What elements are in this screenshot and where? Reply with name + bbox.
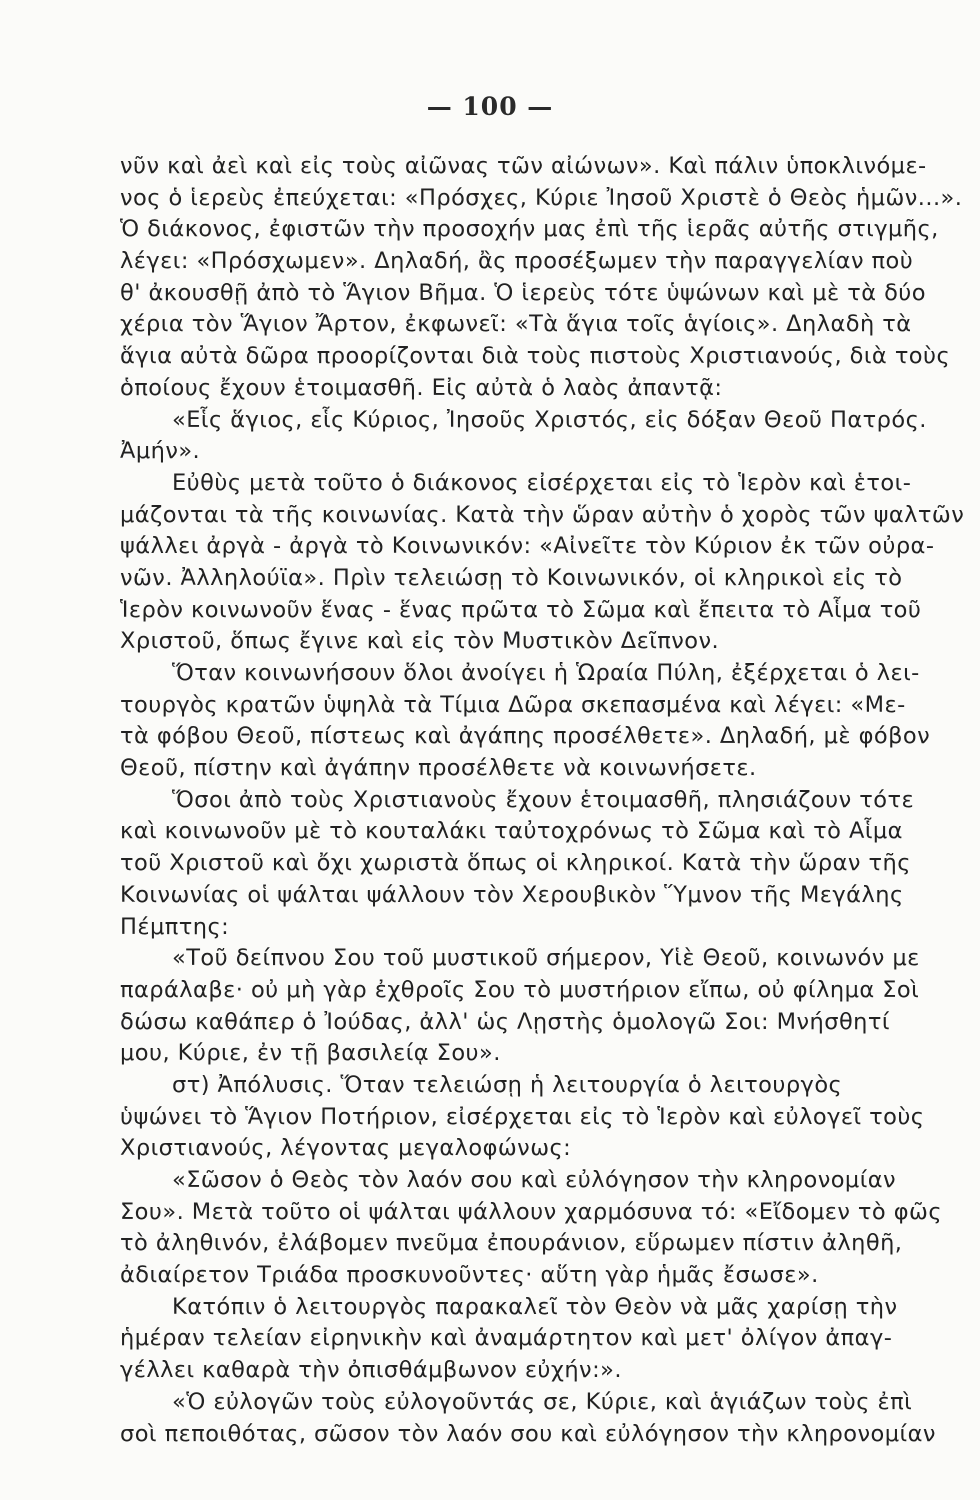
text-line: Ὁ διάκονος, ἐφιστῶν τὴν προσοχήν μας ἐπὶ τῆς ἱερᾶς αὐτῆς στιγμῆς,: [120, 216, 939, 243]
text-line: τουργὸς κρατῶν ὑψηλὰ τὰ Τίμια Δῶρα σκεπασμένα καὶ λέγει: «Με-: [120, 691, 906, 718]
text-line: Πέμπτης:: [120, 913, 230, 940]
text-line: ὑψώνει τὸ Ἅγιον Ποτήριον, εἰσέρχεται εἰς τὸ Ἱερὸν καὶ εὐλογεῖ τοὺς: [120, 1103, 925, 1130]
text-line: Εὐθὺς μετὰ τοῦτο ὁ διάκονος εἰσέρχεται εἰς τὸ Ἱερὸν καὶ ἑτοι-: [172, 469, 912, 496]
text-line: νῦν καὶ ἀεὶ καὶ εἰς τοὺς αἰῶνας τῶν αἰώνων». Καὶ πάλιν ὑποκλινόμε-: [120, 153, 927, 179]
text-line: νῶν. Ἀλληλούϊα». Πρὶν τελειώσῃ τὸ Κοινωνικόν, οἱ κληρικοὶ εἰς τὸ: [120, 564, 903, 591]
text-line: δώσω καθάπερ ὁ Ἰούδας, ἀλλ' ὡς Λῃστὴς ὁμολογῶ Σοι: Μνήσθητί: [120, 1008, 890, 1035]
text-line: τὰ φόβου Θεοῦ, πίστεως καὶ ἀγάπης προσέλθετε». Δηλαδή, μὲ φόβον: [120, 723, 931, 750]
text-line: Σου». Μετὰ τοῦτο οἱ ψάλται ψάλλουν χαρμόσυνα τό: «Εἴδομεν τὸ φῶς: [120, 1198, 942, 1225]
text-line: τὸ ἀληθινόν, ἐλάβομεν πνεῦμα ἐπουράνιον, εὕρωμεν πίστιν ἀληθῆ,: [120, 1230, 903, 1257]
text-line: «Ὁ εὐλογῶν τοὺς εὐλογοῦντάς σε, Κύριε, καὶ ἁγιάζων τοὺς ἐπὶ: [172, 1388, 913, 1415]
text-line: Ἀμήν».: [120, 438, 201, 465]
body-text: [120, 151, 965, 1450]
text-line: παράλαβε· οὐ μὴ γὰρ ἐχθροῖς Σου τὸ μυστήριον εἴπω, οὐ φίλημα Σοὶ: [120, 976, 920, 1003]
text-line: ὁποίους ἔχουν ἑτοιμασθῆ. Εἰς αὐτὰ ὁ λαὸς ἀπαντᾷ:: [120, 374, 723, 401]
text-line: σοὶ πεποιθότας, σῶσον τὸν λαόν σου καὶ εὐλόγησον τὴν κληρονομίαν: [120, 1420, 936, 1447]
text-line: χέρια τὸν Ἅγιον Ἄρτον, ἐκφωνεῖ: «Τὰ ἅγια τοῖς ἁγίοις». Δηλαδὴ τὰ: [120, 311, 912, 338]
text-line: ψάλλει ἀργὰ - ἀργὰ τὸ Κοινωνικόν: «Αἰνεῖτε τὸν Κύριον ἐκ τῶν οὐρα-: [120, 533, 935, 560]
text-line: νος ὁ ἱερεὺς ἐπεύχεται: «Πρόσχες, Κύριε Ἰησοῦ Χριστὲ ὁ Θεὸς ἡμῶν...».: [120, 184, 963, 211]
text-line: καὶ κοινωνοῦν μὲ τὸ κουταλάκι ταὐτοχρόνως τὸ Σῶμα καὶ τὸ Αἷμα: [120, 818, 903, 845]
text-line: «Σῶσον ὁ Θεὸς τὸν λαόν σου καὶ εὐλόγησον τὴν κληρονομίαν: [172, 1167, 897, 1193]
text-line: θ' ἀκουσθῇ ἀπὸ τὸ Ἅγιον Βῆμα. Ὁ ἱερεὺς τότε ὑψώνων καὶ μὲ τὰ δύο: [120, 279, 926, 306]
text-line: «Εἷς ἅγιος, εἷς Κύριος, Ἰησοῦς Χριστός, εἰς δόξαν Θεοῦ Πατρός.: [172, 406, 927, 433]
text-line: μάζονται τὰ τῆς κοινωνίας. Κατὰ τὴν ὥραν αὐτὴν ὁ χορὸς τῶν ψαλτῶν: [120, 501, 965, 528]
text-line: Χριστιανούς, λέγοντας μεγαλοφώνως:: [120, 1135, 572, 1162]
text-line: λέγει: «Πρόσχωμεν». Δηλαδή, ἂς προσέξωμεν τὴν παραγγελίαν ποὺ: [120, 248, 914, 275]
text-line: Ὅσοι ἀπὸ τοὺς Χριστιανοὺς ἔχουν ἑτοιμασθῆ, πλησιάζουν τότε: [172, 786, 915, 813]
page-number: — 100 —: [426, 92, 554, 121]
text-line: ἀδιαίρετον Τριάδα προσκυνοῦντες· αὕτη γὰρ ἡμᾶς ἔσωσε».: [120, 1262, 819, 1289]
text-line: μου, Κύριε, ἐν τῇ βασιλείᾳ Σου».: [120, 1040, 501, 1067]
text-line: τοῦ Χριστοῦ καὶ ὄχι χωριστὰ ὅπως οἱ κληρικοί. Κατὰ τὴν ὥραν τῆς: [120, 850, 911, 877]
text-line: Ἱερὸν κοινωνοῦν ἕνας - ἕνας πρῶτα τὸ Σῶμα καὶ ἔπειτα τὸ Αἷμα τοῦ: [120, 596, 922, 623]
text-line: Κατόπιν ὁ λειτουργὸς παρακαλεῖ τὸν Θεὸν νὰ μᾶς χαρίσῃ τὴν: [172, 1293, 898, 1320]
text-line: «Τοῦ δείπνου Σου τοῦ μυστικοῦ σήμερον, Υἱὲ Θεοῦ, κοινωνόν με: [172, 945, 920, 972]
text-line: Ὅταν κοινωνήσουν ὅλοι ἀνοίγει ἡ Ὡραία Πύλη, ἐξέρχεται ὁ λει-: [172, 660, 920, 686]
section-heading-line: στ) Ἀπόλυσις. Ὅταν τελειώσῃ ἡ λειτουργία ὁ λειτουργὸς: [172, 1071, 843, 1098]
text-line: γέλλει καθαρὰ τὴν ὀπισθάμβωνον εὐχήν:».: [120, 1357, 622, 1384]
text-line: ἅγια αὐτὰ δῶρα προορίζονται διὰ τοὺς πιστοὺς Χριστιανούς, διὰ τοὺς: [120, 343, 951, 370]
text-line: ἡμέραν τελείαν εἰρηνικὴν καὶ ἀναμάρτητον καὶ μετ' ὀλίγον ἀπαγ-: [120, 1325, 893, 1352]
text-line: Χριστοῦ, ὅπως ἔγινε καὶ εἰς τὸν Μυστικὸν Δεῖπνον.: [120, 628, 720, 655]
text-line: Κοινωνίας οἱ ψάλται ψάλλουν τὸν Χερουβικὸν Ὕμνον τῆς Μεγάλης: [120, 881, 904, 908]
text-line: Θεοῦ, πίστην καὶ ἀγάπην προσέλθετε νὰ κοινωνήσετε.: [120, 755, 757, 782]
